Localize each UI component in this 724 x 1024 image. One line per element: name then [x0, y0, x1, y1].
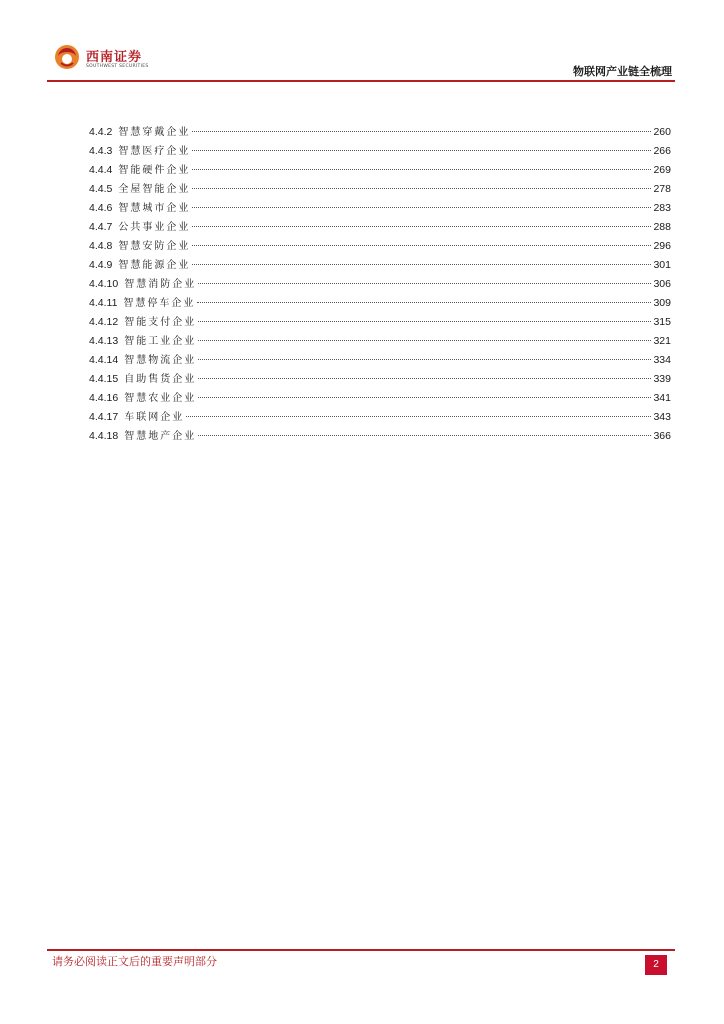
- toc-section-title: 智慧穿戴企业: [118, 127, 191, 138]
- toc-entry[interactable]: [89, 123, 671, 142]
- toc-section-number: 4.4.7: [89, 221, 113, 233]
- toc-leader-dots: [192, 226, 651, 227]
- toc-page-number: 334: [653, 354, 671, 366]
- toc-entry[interactable]: [89, 351, 671, 370]
- toc-section-number: 4.4.10: [89, 278, 119, 290]
- toc-leader-dots: [186, 416, 651, 417]
- logo-chinese-name: 西南证券: [86, 50, 143, 65]
- toc-section-number: 4.4.4: [89, 164, 113, 176]
- toc-leader-dots: [192, 131, 651, 132]
- toc-page-number: 266: [653, 145, 671, 157]
- toc-leader-dots: [192, 150, 651, 151]
- toc-entry[interactable]: [89, 180, 671, 199]
- toc-leader-dots: [198, 340, 651, 341]
- toc-section-title: 公共事业企业: [118, 222, 191, 233]
- toc-entry[interactable]: [89, 142, 671, 161]
- toc-page-number: 343: [653, 411, 671, 423]
- toc-section-number: 4.4.17: [89, 411, 119, 423]
- page-number-badge: 2: [645, 955, 667, 975]
- toc-section-title: 智慧城市企业: [118, 203, 191, 214]
- toc-entry[interactable]: [89, 218, 671, 237]
- toc-entry[interactable]: [89, 161, 671, 180]
- toc-entry[interactable]: [89, 370, 671, 389]
- toc-section-number: 4.4.9: [89, 259, 113, 271]
- toc-section-title: 智慧物流企业: [124, 355, 197, 366]
- toc-section-title: 智能支付企业: [124, 317, 197, 328]
- toc-entry[interactable]: [89, 237, 671, 256]
- toc-section-number: 4.4.3: [89, 145, 113, 157]
- toc-section-title: 全屋智能企业: [118, 184, 191, 195]
- toc-section-number: 4.4.13: [89, 335, 119, 347]
- logo-mark-icon: [54, 44, 80, 70]
- toc-page-number: 296: [653, 240, 671, 252]
- toc-section-number: 4.4.6: [89, 202, 113, 214]
- toc-leader-dots: [198, 378, 651, 379]
- logo-english-name: SOUTHWEST SECURITIES: [86, 64, 149, 69]
- toc-section-title: 智慧停车企业: [123, 298, 196, 309]
- toc-leader-dots: [192, 169, 651, 170]
- toc-section-number: 4.4.5: [89, 183, 113, 195]
- toc-section-title: 智能硬件企业: [118, 165, 191, 176]
- toc-leader-dots: [192, 245, 651, 246]
- toc-entry[interactable]: [89, 256, 671, 275]
- toc-section-number: 4.4.8: [89, 240, 113, 252]
- toc-leader-dots: [192, 207, 651, 208]
- table-of-contents: [89, 123, 671, 446]
- toc-section-title: 智能工业企业: [124, 336, 197, 347]
- toc-entry[interactable]: [89, 389, 671, 408]
- toc-section-number: 4.4.11: [89, 297, 118, 309]
- toc-entry[interactable]: [89, 332, 671, 351]
- toc-leader-dots: [198, 283, 651, 284]
- toc-section-title: 智慧医疗企业: [118, 146, 191, 157]
- disclaimer-note: 请务必阅读正文后的重要声明部分: [52, 955, 217, 968]
- toc-leader-dots: [197, 302, 651, 303]
- toc-section-title: 智慧能源企业: [118, 260, 191, 271]
- toc-entry[interactable]: [89, 199, 671, 218]
- toc-page-number: 321: [653, 335, 671, 347]
- toc-page-number: 341: [653, 392, 671, 404]
- toc-section-number: 4.4.18: [89, 430, 119, 442]
- toc-section-title: 车联网企业: [124, 412, 185, 423]
- toc-entry[interactable]: [89, 313, 671, 332]
- toc-entry[interactable]: [89, 275, 671, 294]
- toc-page-number: 309: [653, 297, 671, 309]
- page-header: [0, 0, 724, 84]
- toc-leader-dots: [198, 397, 651, 398]
- toc-page-number: 269: [653, 164, 671, 176]
- toc-entry[interactable]: [89, 427, 671, 446]
- toc-page-number: 260: [653, 126, 671, 138]
- toc-section-number: 4.4.15: [89, 373, 119, 385]
- toc-page-number: 366: [653, 430, 671, 442]
- toc-leader-dots: [198, 435, 651, 436]
- toc-leader-dots: [192, 264, 651, 265]
- toc-page-number: 288: [653, 221, 671, 233]
- toc-page-number: 301: [653, 259, 671, 271]
- toc-leader-dots: [198, 359, 651, 360]
- toc-page-number: 339: [653, 373, 671, 385]
- toc-section-title: 智慧消防企业: [124, 279, 197, 290]
- toc-leader-dots: [192, 188, 651, 189]
- header-divider: [47, 80, 675, 82]
- toc-page-number: 278: [653, 183, 671, 195]
- footer-divider: [47, 949, 675, 951]
- toc-section-number: 4.4.16: [89, 392, 119, 404]
- toc-section-title: 智慧地产企业: [124, 431, 197, 442]
- toc-page-number: 315: [653, 316, 671, 328]
- toc-section-number: 4.4.14: [89, 354, 119, 366]
- toc-page-number: 306: [653, 278, 671, 290]
- toc-section-title: 自助售货企业: [124, 374, 197, 385]
- company-logo: [54, 44, 164, 76]
- toc-leader-dots: [198, 321, 651, 322]
- toc-entry[interactable]: [89, 294, 671, 313]
- toc-section-number: 4.4.12: [89, 316, 119, 328]
- toc-entry[interactable]: [89, 408, 671, 427]
- toc-page-number: 283: [653, 202, 671, 214]
- toc-section-title: 智慧农业企业: [124, 393, 197, 404]
- toc-section-number: 4.4.2: [89, 126, 113, 138]
- toc-section-title: 智慧安防企业: [118, 241, 191, 252]
- report-title: 物联网产业链全梳理: [573, 65, 672, 78]
